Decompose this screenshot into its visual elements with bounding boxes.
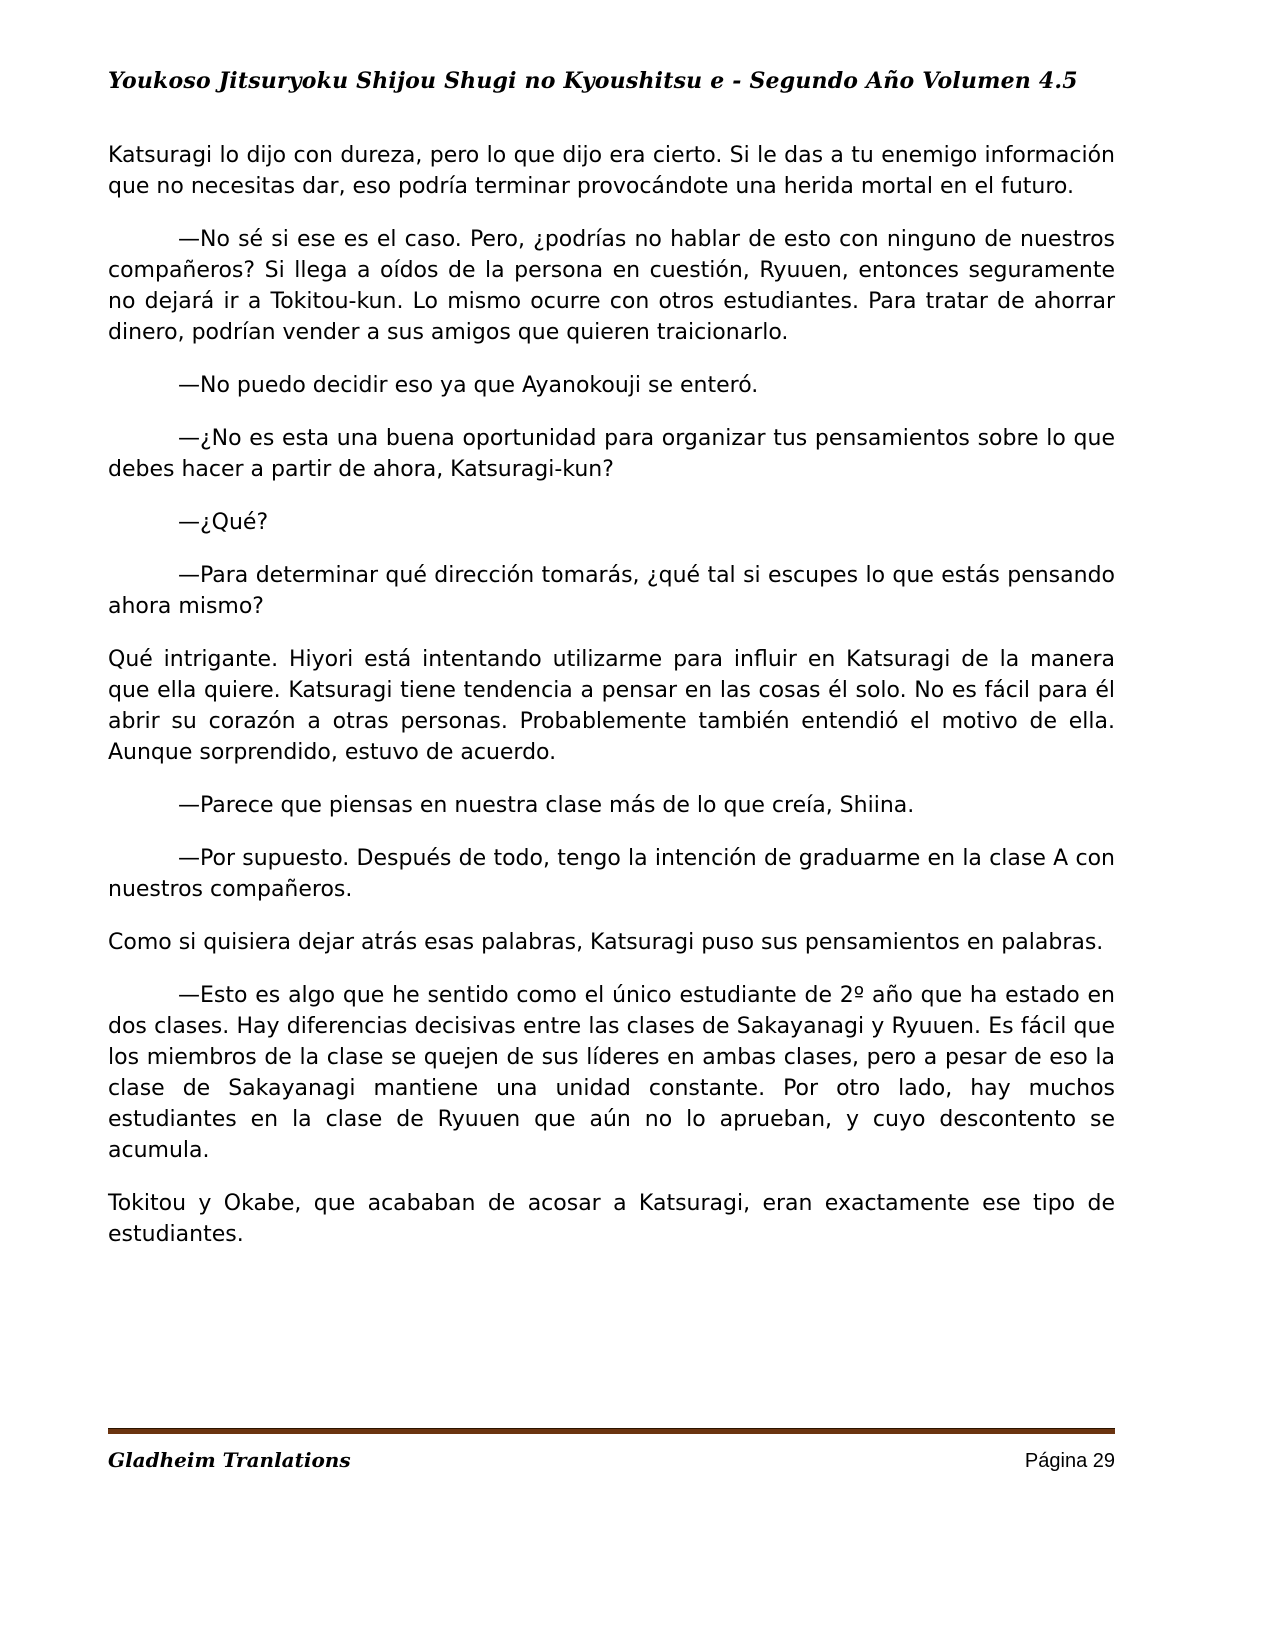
paragraph: —No puedo decidir eso ya que Ayanokouji se enteró.: [178, 373, 759, 398]
paragraph: —¿Qué?: [178, 510, 269, 535]
paragraph: —¿No es esta una buena oportunidad para organizar tus pensamientos sobre lo que debes hacer a partir de ahora, Katsuragi-kun?: [108, 426, 1115, 482]
footer-rule: [108, 1428, 1115, 1434]
page-footer: [108, 1428, 1115, 1473]
paragraph: —Esto es algo que he sentido como el único estudiante de 2º año que ha estado en dos clases. Hay diferencias decisivas entre las clases de Sakayanagi y Ryuuen. Es fácil que los miembros de la clase se quejen de sus líderes en ambas clases, pero a pesar de eso la clase de Sakayanagi mantiene una unidad constante. Por otro lado, hay muchos estudiantes en la clase de Ryuuen que aún no lo aprueban, y cuyo descontento se acumula.: [108, 983, 1115, 1163]
footer-row: [108, 1448, 1115, 1473]
paragraph: —Parece que piensas en nuestra clase más de lo que creía, Shiina.: [178, 793, 915, 818]
footer-translator-credit: Gladheim Tranlations: [108, 1448, 351, 1472]
page-content: [108, 68, 1115, 1272]
paragraph: Como si quisiera dejar atrás esas palabras, Katsuragi puso sus pensamientos en palabras.: [108, 930, 1104, 955]
paragraph: Tokitou y Okabe, que acababan de acosar a Katsuragi, eran exactamente ese tipo de estudiantes.: [108, 1191, 1115, 1247]
paragraph: —Por supuesto. Después de todo, tengo la intención de graduarme en la clase A con nuestros compañeros.: [108, 846, 1115, 902]
paragraph: Katsuragi lo dijo con dureza, pero lo que dijo era cierto. Si le das a tu enemigo información que no necesitas dar, eso podría terminar provocándote una herida mortal en el futuro.: [108, 143, 1115, 199]
footer-page-number: Página 29: [1024, 1450, 1115, 1472]
paragraph: —No sé si ese es el caso. Pero, ¿podrías no hablar de esto con ninguno de nuestros compañeros? Si llega a oídos de la persona en cuestión, Ryuuen, entonces seguramente no dejará ir a Tokitou-kun. Lo mismo ocurre con otros estudiantes. Para tratar de ahorrar dinero, podrían vender a sus amigos que quieren traicionarlo.: [108, 227, 1115, 345]
paragraph: Qué intrigante. Hiyori está intentando utilizarme para influir en Katsuragi de la manera que ella quiere. Katsuragi tiene tendencia a pensar en las cosas él solo. No es fácil para él abrir su corazón a otras personas. Probablemente también entendió el motivo de ella. Aunque sorprendido, estuvo de acuerdo.: [108, 647, 1115, 765]
page-header-title: Youkoso Jitsuryoku Shijou Shugi no Kyoushitsu e - Segundo Año Volumen 4.5: [108, 68, 1078, 94]
body-paragraphs: [108, 140, 1115, 1250]
paragraph: —Para determinar qué dirección tomarás, ¿qué tal si escupes lo que estás pensando ahora mismo?: [108, 563, 1115, 619]
